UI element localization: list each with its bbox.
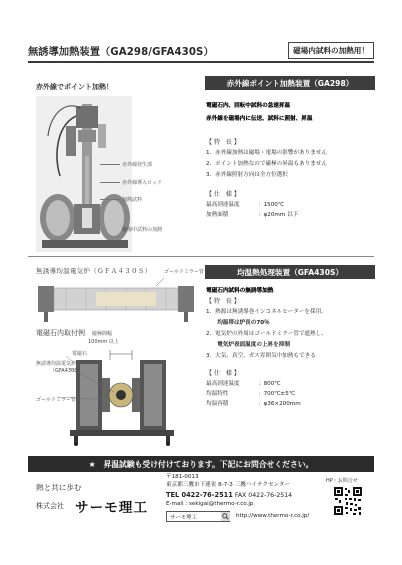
fax-number: FAX 0422-76-2514 — [234, 492, 293, 499]
spec-label: 均温容積 — [206, 401, 229, 407]
ir-heater-photo — [36, 96, 132, 252]
feature-item: 3．大気、真空、ガス雰囲気中加熱もできる — [206, 353, 316, 359]
feature-item: 均温帯は炉長の70％ — [206, 320, 270, 326]
spec-label: 最高到達温度 — [206, 202, 240, 208]
feature-item: 電気炉表面温度の上昇を抑制 — [206, 342, 290, 348]
mirror-tube-label: ゴールドミラー管 — [164, 269, 204, 275]
callout-line — [100, 164, 120, 165]
company-slogan: 熱と共に歩む — [36, 483, 82, 492]
callout-line — [100, 182, 120, 183]
postal-code: 〒181-0013 — [166, 474, 199, 480]
header — [28, 40, 374, 60]
diagram-label-magnet: 電磁石 — [72, 351, 88, 357]
header-rule — [28, 61, 374, 63]
callout-ir-source: 赤外線発生部 — [122, 162, 153, 168]
section2-subtitle: 電磁石内取付例 — [36, 329, 85, 337]
section1-title-bar: 赤外線ポイント加熱装置（GA298） — [205, 76, 375, 90]
spec-heading: 【 仕 様 】 — [206, 191, 240, 198]
highlight-line: 電磁石内、回転中試料の急速昇温 — [206, 103, 290, 109]
spec-label: 最高到達温度 — [206, 381, 240, 387]
callout-ir-rod: 赤外線導入ロッド — [122, 180, 162, 186]
feature-item: 2．ポイント加熱なので磁極の昇温もありません — [206, 161, 328, 167]
search-text: サーモ理工 — [170, 514, 197, 521]
callout-magnet-heating: 磁場中試料の加熱 — [122, 227, 163, 233]
spec-value: ：800℃ — [258, 381, 281, 387]
feature-item: 1．赤外線加熱は磁場・電場の影響がありません — [206, 150, 328, 156]
features-heading: 【 特 長 】 — [206, 139, 240, 146]
highlight-line: 赤外線を磁場内に伝送、試料に照射、昇温 — [206, 116, 313, 122]
email-link[interactable]: E-mail : sekigai@thermo-r.co.jp — [166, 501, 254, 507]
spec-value: ：1500℃ — [258, 202, 285, 208]
section2-left-title: 無誘導均温電気炉（ＧＦＡ４３０Ｓ） — [36, 267, 152, 275]
spec-heading: 【 仕 様 】 — [206, 370, 240, 377]
spec-value: ：700℃±5℃ — [258, 391, 296, 397]
feature-item: 3．赤外線照射方向は全方位選択 — [206, 172, 288, 178]
search-icon[interactable] — [221, 512, 230, 521]
highlight-line: 電磁石内試料の無誘導加熱 — [206, 288, 274, 294]
section-divider — [28, 256, 374, 257]
page-title: 無誘導加熱装置（GA298/GFA430S） — [28, 46, 214, 58]
address: 東京都三鷹市下連雀 8-7-3 三鷹ハイテクセンター — [166, 482, 291, 488]
website-link[interactable]: http://www.thermo-r.co.jp/ — [236, 513, 310, 519]
callout-sample: 加熱試料 — [122, 197, 143, 203]
footer-band: ★ 昇温試験も受け付けております。下記にお問合せください。 — [28, 456, 374, 472]
diagram-label-mirror: ゴールドミラー管 — [36, 397, 76, 403]
header-badge: 磁場内試料の加熱用！ — [288, 42, 374, 59]
diagram-label-furnace: 無誘導均温電気炉 — [36, 361, 77, 367]
furnace-illustration — [36, 276, 196, 324]
diagram-label-furnace-model: （GFA430S） — [50, 368, 83, 374]
spec-value: ：φ20mm 以下 — [258, 212, 299, 218]
tel-number: TEL 0422-76-2511 — [166, 491, 233, 499]
hp-label: HP・お問合せ — [326, 478, 358, 484]
spec-label: 加熱面積 — [206, 212, 229, 218]
company-prefix: 株式会社 — [36, 502, 64, 510]
pole-gap-label: 磁極間幅 — [92, 331, 113, 337]
section2-title-bar: 均温熱処理装置（GFA430S） — [205, 265, 375, 279]
section1-subtitle: 赤外線でポイント加熱！ — [36, 83, 113, 91]
contact-tel — [166, 491, 292, 499]
feature-item: 1．熱源は無誘導巻インコネルヒーターを採用。 — [206, 309, 327, 315]
features-heading: 【 特 長 】 — [206, 298, 240, 305]
pole-gap-value: 100mm 以上 — [88, 339, 119, 345]
qr-code[interactable] — [333, 486, 363, 516]
spec-label: 均温特性 — [206, 391, 229, 397]
callout-line — [100, 199, 120, 200]
feature-item: 2．電気炉の外周はゴールドミラー管で遮熱し、 — [206, 331, 327, 337]
spec-value: ：φ36×200mm — [258, 401, 301, 407]
company-name: サーモ理工 — [75, 500, 148, 516]
